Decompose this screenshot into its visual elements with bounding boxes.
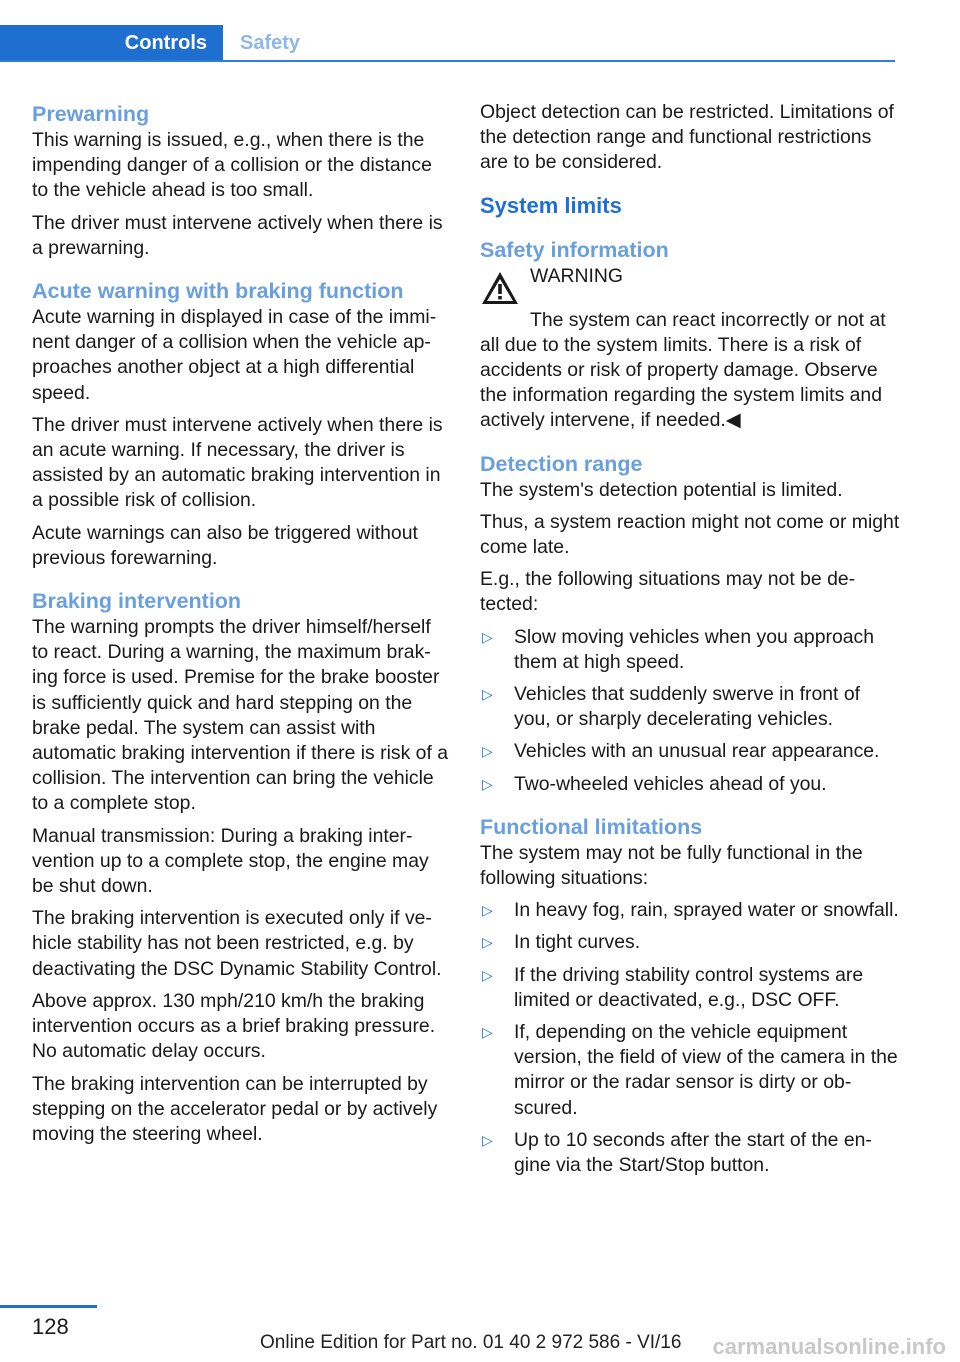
bullet-triangle-icon: ▷ — [482, 743, 493, 760]
paragraph: The driver must intervene actively when there is a prewarning. — [32, 211, 443, 259]
functional-limitations-heading: Functional limitations — [480, 814, 703, 839]
bullet-triangle-icon: ▷ — [482, 775, 493, 792]
bullet-triangle-icon: ▷ — [482, 966, 493, 983]
paragraph: E.g., the following situations may not be detected: — [480, 568, 856, 616]
edition-text: Online Edition for Part no. 01 40 2 972 586 - VI/16 — [260, 1332, 682, 1353]
paragraph: The system may not be fully functional in the following situations: — [480, 841, 863, 890]
right-column — [480, 100, 900, 1185]
bullet-triangle-icon: ▷ — [482, 686, 493, 703]
functional-list — [480, 898, 900, 1178]
footer-divider — [0, 1305, 97, 1308]
list-item: ▷ In heavy fog, rain, sprayed water or snowfall. — [480, 898, 900, 923]
page-number: 128 — [32, 1314, 69, 1339]
safety-information-heading: Safety information — [480, 237, 669, 262]
paragraph: Object detection can be restricted. Limitations of the detection range and functional restrictions are to be considered. — [480, 101, 894, 174]
header-divider — [0, 60, 895, 62]
paragraph: Acute warnings can also be triggered without previous forewarning. — [32, 521, 418, 569]
paragraph: Acute warning in displayed in case of the imminent danger of a collision when the vehicle approaches another object at a high differential speed. — [32, 306, 437, 404]
list-item: ▷ Up to 10 seconds after the start of the engine via the Start/Stop button. — [482, 1128, 872, 1177]
acute-warning-heading: Acute warning with braking function — [32, 279, 404, 304]
warning-label: WARNING — [530, 264, 623, 287]
paragraph: Above approx. 130 mph/210 km/h the braking intervention occurs as a brief braking pressure. No automatic delay occurs. — [32, 989, 436, 1063]
list-item: ▷ Slow moving vehicles when you approach them at high speed. — [482, 625, 875, 673]
list-item: ▷ If the driving stability control systems are limited or deactivated, e.g., DSC OFF. — [482, 963, 864, 1011]
list-item: ▷ Vehicles that suddenly swerve in front of you, or sharply decelerating vehicles. — [482, 683, 860, 731]
warning-triangle-icon — [480, 270, 520, 306]
bullet-triangle-icon: ▷ — [482, 628, 493, 645]
bullet-triangle-icon: ▷ — [482, 902, 493, 919]
detection-list — [480, 625, 900, 797]
paragraph: The system's detection potential is limited. — [480, 478, 843, 501]
warning-box — [480, 264, 900, 304]
bullet-triangle-icon: ▷ — [482, 934, 493, 951]
system-limits-heading: System limits — [480, 192, 622, 218]
paragraph: The braking intervention is executed only if vehicle stability has not been restricted, e.g. by deactivating the DSC Dynamic Stability Control. — [32, 907, 442, 980]
detection-range-heading: Detection range — [480, 451, 643, 476]
list-item: ▷ If, depending on the vehicle equipment version, the field of view of the camera in the mirror or the radar sensor is dirty or obscured. — [482, 1021, 898, 1119]
left-column — [32, 100, 450, 1154]
paragraph: This warning is issued, e.g., when there is the impending danger of a collision or the distance to the vehicle ahead is too small. — [32, 129, 432, 202]
list-item: ▷ Vehicles with an unusual rear appearance. — [480, 739, 900, 764]
paragraph: Thus, a system reaction might not come or might come late. — [480, 510, 900, 559]
header-bar — [0, 25, 895, 62]
paragraph: The driver must intervene actively when there is an acute warning. If necessary, the driver is assisted by an automatic braking intervention in a possible risk of collision. — [32, 413, 443, 512]
bullet-triangle-icon: ▷ — [482, 1131, 493, 1148]
tab-safety[interactable]: Safety — [240, 32, 301, 54]
paragraph: The warning prompts the driver himself/herself to react. During a warning, the maximum braking force is used. Premise for the brake booster is sufficiently quick and hard stepping on the brake pedal. The system can assist with automatic braking intervention if there is risk of a collision. The intervention can bring the vehicle to a complete stop. — [32, 616, 449, 815]
paragraph: Manual transmission: During a braking intervention up to a complete stop, the engine may be shut down. — [32, 824, 429, 898]
prewarning-heading: Prewarning — [32, 102, 150, 126]
warning-text: The system can react incorrectly or not at all due to the system limits. There is a risk of accidents or risk of property damage. Observe the information regarding the system limits and actively intervene, if needed.◀ — [480, 308, 886, 432]
list-item: ▷ Two-wheeled vehicles ahead of you. — [480, 772, 900, 797]
braking-intervention-heading: Braking intervention — [32, 589, 242, 614]
watermark: carmanualsonline.info — [712, 1334, 946, 1359]
tab-controls[interactable]: Controls — [0, 25, 223, 62]
paragraph: The braking intervention can be interrupted by stepping on the accelerator pedal or by actively moving the steering wheel. — [32, 1072, 438, 1145]
bullet-triangle-icon: ▷ — [482, 1024, 493, 1041]
list-item: ▷ In tight curves. — [480, 930, 900, 955]
